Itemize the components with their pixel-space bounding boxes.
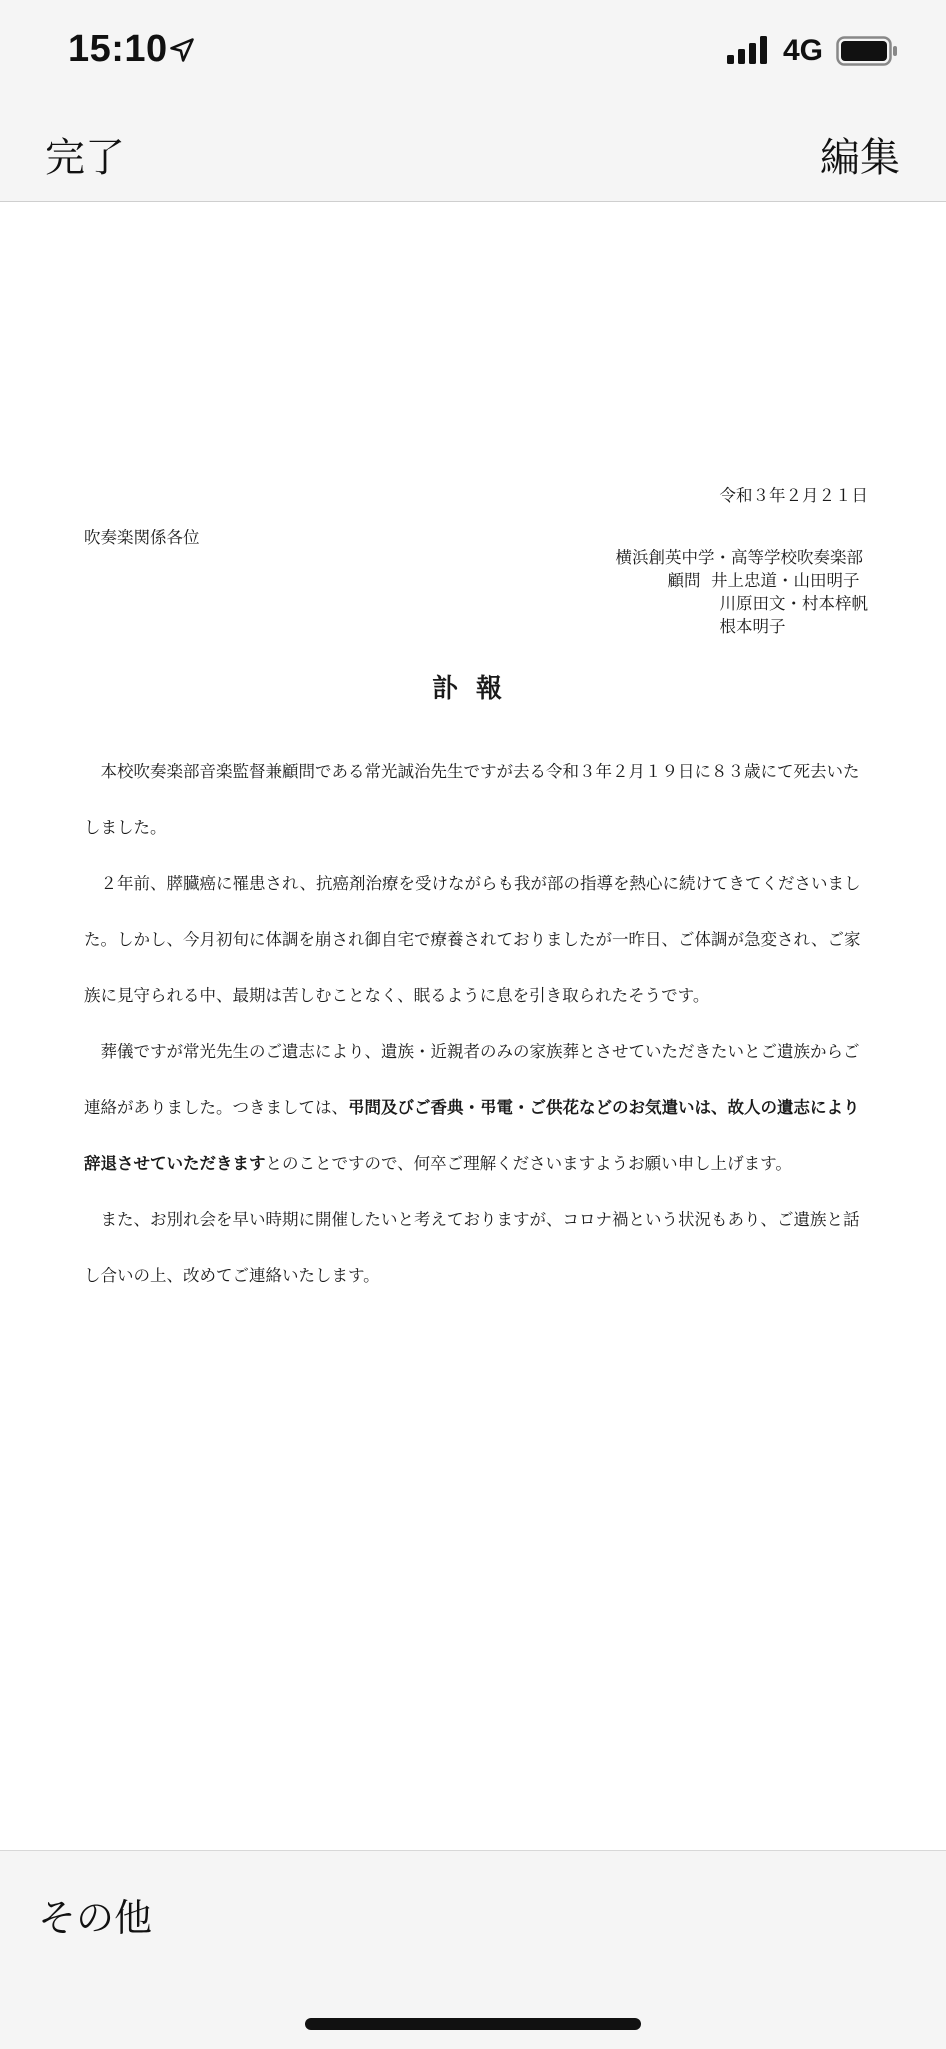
paragraph-3-part-b: とのことですので、何卒ご理解くださいますようお願い申し上げます。: [265, 1154, 792, 1173]
location-arrow-icon: [168, 36, 196, 64]
sender-role: 顧問: [667, 571, 701, 590]
document-viewer[interactable]: [0, 202, 946, 1850]
network-type: 4G: [783, 34, 824, 67]
sender-advisors-line2: 川原田文・村本梓帆: [719, 594, 868, 613]
battery-icon: [836, 36, 898, 66]
nav-bar: [0, 100, 946, 202]
home-indicator[interactable]: [305, 2018, 641, 2030]
edit-button[interactable]: 編集: [820, 135, 900, 181]
document-recipient: 吹奏楽関係各位: [84, 528, 200, 547]
sender-advisors-row: [616, 569, 869, 592]
done-button[interactable]: 完了: [45, 135, 125, 181]
document-title: 訃報: [431, 674, 520, 704]
cellular-signal-icon: [727, 36, 771, 64]
document-date: 令和３年２月２１日: [719, 486, 868, 505]
status-bar: [0, 0, 946, 100]
paragraph-3-part-a: 葬儀ですが常光先生のご遺志により、遺族・近親者のみの家族葬とさせていただきたいとご遺族からご連絡がありました。つきましては、: [84, 1042, 860, 1117]
sender-advisors-line1: 井上忠道・山田明子: [711, 571, 860, 590]
document-body: [84, 744, 868, 1304]
document-sender: [616, 546, 869, 638]
more-button[interactable]: その他: [38, 1896, 153, 1940]
paragraph-3-bold: 弔問及びご香典・弔電・ご供花などのお気遣いは、故人の遺志により辞退させていただきます: [84, 1098, 860, 1173]
paragraph-4: また、お別れ会を早い時期に開催したいと考えておりますが、コロナ禍という状況もあり、ご遺族と話し合いの上、改めてご連絡いたします。: [84, 1210, 860, 1285]
paragraph-1: 本校吹奏楽部音楽監督兼顧問である常光誠治先生ですが去る令和３年２月１９日に８３歳にて死去いたしました。: [84, 762, 860, 837]
paragraph-3: [84, 1024, 868, 1192]
paragraph-2: ２年前、膵臓癌に罹患され、抗癌剤治療を受けながらも我が部の指導を熱心に続けてきてくださいました。しかし、今月初旬に体調を崩され御自宅で療養されておりましたが一昨日、ご体調が急変され、ご家族に見守られる中、最期は苦しむことなく、眠るように息を引き取られたそうです。: [84, 874, 861, 1005]
sender-org: 横浜創英中学・高等学校吹奏楽部: [615, 548, 863, 567]
sender-advisors-line3: 根本明子: [719, 617, 786, 636]
status-time: 15:10: [68, 28, 168, 70]
